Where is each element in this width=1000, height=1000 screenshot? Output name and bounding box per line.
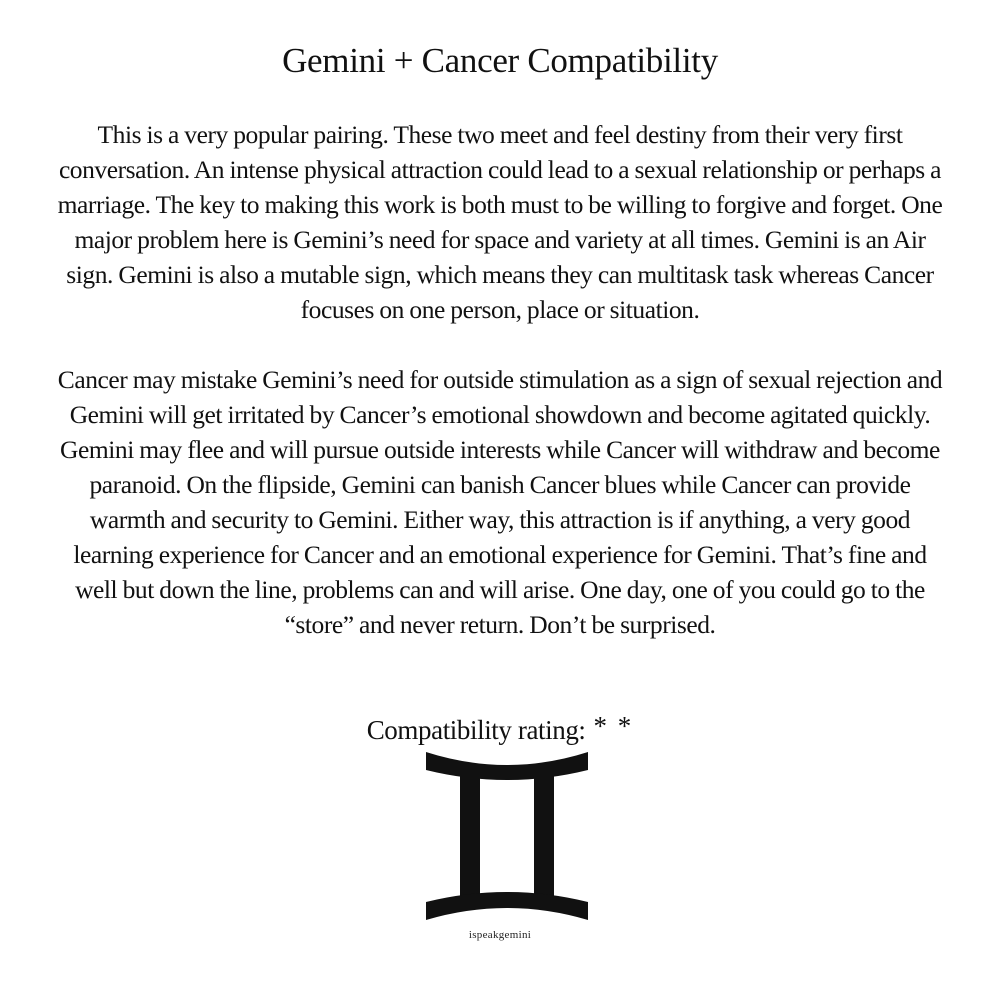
page-title: Gemini + Cancer Compatibility <box>282 41 718 80</box>
gemini-bottom-bar <box>426 892 588 920</box>
rating-stars: * * <box>593 711 634 741</box>
gemini-top-bar <box>426 752 588 780</box>
description-paragraph-2: Cancer may mistake Gemini’s need for outside stimulation as a sign of sexual rejection and Gemini will get irritated by Cancer’s emotional showdown and become agitated quickly. Gemini may flee and will pursue outside interests while Cancer will withdraw and become paranoid. On the flipside, Gemini can banish Cancer blues while Cancer can provide warmth and security to Gemini. Either way, this attraction is if anything, a very good learning experience for Cancer and an emotional experience for Gemini. That’s fine and well but down the line, problems can and will arise. One day, one of you could go to the “store” and never return. Don’t be surprised. <box>57 365 943 639</box>
gemini-zodiac-icon <box>422 750 592 922</box>
gemini-right-pillar <box>534 774 554 902</box>
description-paragraph-1: This is a very popular pairing. These two meet and feel destiny from their very first conversation. An intense physical attraction could lead to a sexual relationship or perhaps a marriage. The key to making this work is both must to be willing to forgive and forget. One major problem here is Gemini’s need for space and variety at all times. Gemini is an Air sign. Gemini is also a mutable sign, which means they can multitask task whereas Cancer focuses on one person, place or situation. <box>57 120 943 324</box>
signature: ispeakgemini <box>468 929 532 941</box>
rating-label: Compatibility rating: <box>366 715 586 745</box>
compatibility-rating <box>0 710 1000 750</box>
gemini-left-pillar <box>460 774 480 902</box>
